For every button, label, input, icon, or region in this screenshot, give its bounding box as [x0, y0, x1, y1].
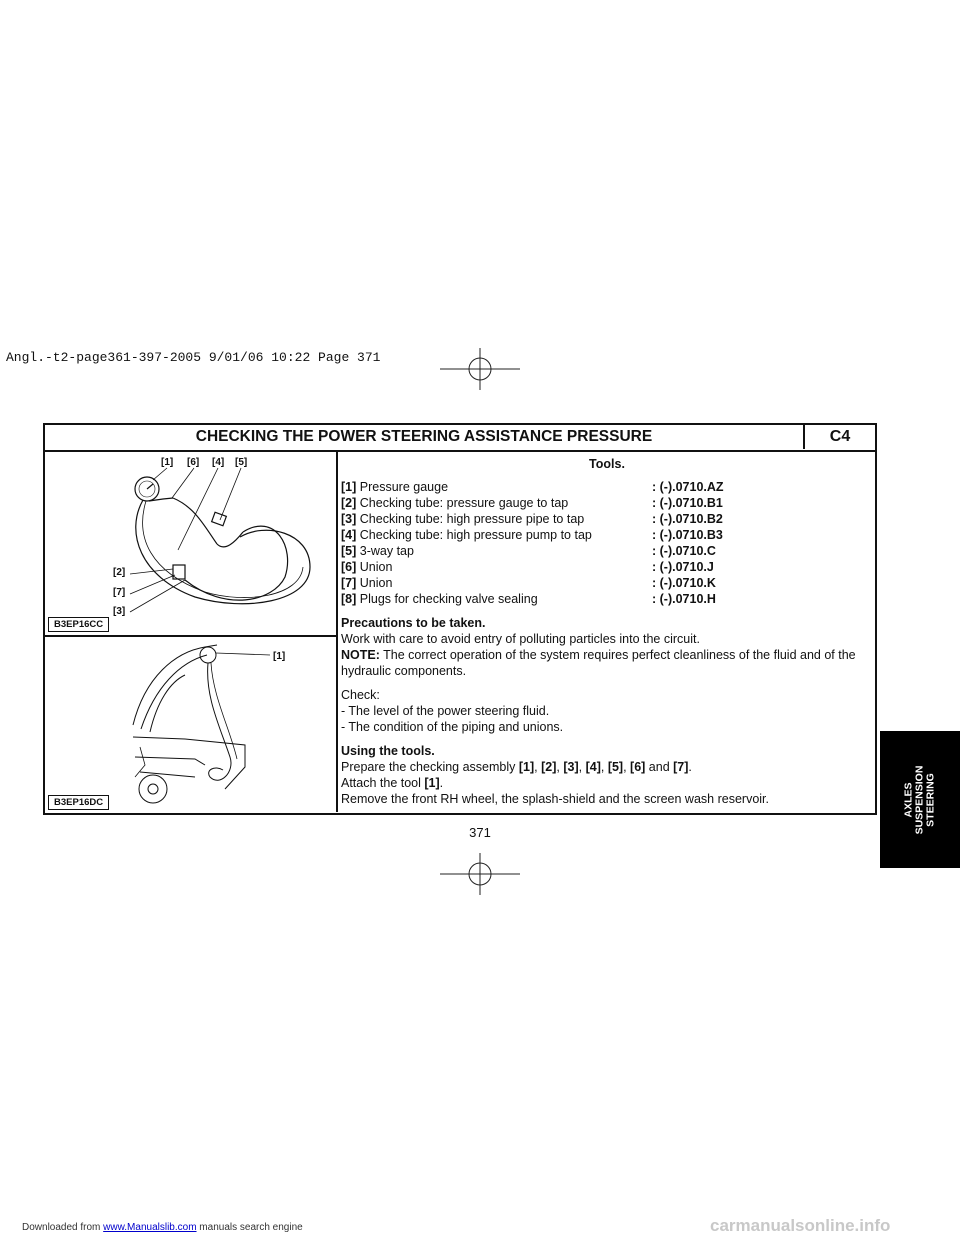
period: . — [439, 776, 444, 790]
callout-1-vehicle: [1] — [273, 651, 286, 662]
tool-row — [341, 575, 873, 591]
print-slug-line: Angl.-t2-page361-397-2005 9/01/06 10:22 Page 371 — [6, 350, 381, 365]
figure-vehicle-connection — [45, 637, 336, 813]
callout-4: [4] — [212, 457, 225, 468]
tool-desc: Checking tube: high pressure pipe to tap — [359, 512, 585, 526]
tool-row — [341, 495, 873, 511]
callout-3: [3] — [113, 606, 126, 617]
tool-part-number: : (-).0710.B2 — [652, 512, 723, 526]
tool-part-number: : (-).0710.K — [652, 576, 716, 590]
tab-line: SUSPENSION — [913, 765, 926, 835]
callout-1: [1] — [161, 457, 174, 468]
section-code: C4 — [829, 428, 851, 445]
attach-line — [341, 775, 873, 791]
ref: [3] — [563, 760, 579, 774]
attach-text: Attach the tool — [341, 776, 425, 790]
prepare-text: Prepare the checking assembly — [341, 760, 519, 774]
tool-part-number: : (-).0710.J — [652, 560, 714, 574]
top-registration-mark — [440, 348, 520, 390]
gauge-on-vehicle-drawing — [200, 647, 216, 663]
tool-part-number: : (-).0710.B3 — [652, 528, 723, 542]
tool-row — [341, 511, 873, 527]
tool-ref: [7] — [341, 576, 357, 590]
check-heading: Check: — [341, 688, 380, 702]
tool-part-number: : (-).0710.H — [652, 592, 716, 606]
tool-row — [341, 527, 873, 543]
tool-list — [341, 479, 873, 607]
manualslib-link[interactable]: www.Manualslib.com — [103, 1222, 197, 1233]
figure-label: B3EP16CC — [48, 617, 109, 632]
tool-desc: Checking tube: pressure gauge to tap — [359, 496, 569, 510]
figure-tool-kit — [45, 452, 336, 637]
tool-ref: [5] — [341, 544, 357, 558]
note-label: NOTE: — [341, 648, 380, 662]
tool-desc: Checking tube: high pressure pump to tap — [359, 528, 592, 542]
watermark: carmanualsonline.info — [710, 1216, 891, 1235]
bottom-registration-mark — [440, 853, 520, 895]
ref: [1] — [518, 760, 535, 774]
sep: , — [623, 760, 631, 774]
figure-label: B3EP16DC — [48, 795, 109, 810]
wheel-hub-drawing — [139, 775, 167, 803]
page-number: 371 — [469, 825, 491, 840]
section-header — [45, 425, 875, 452]
and-word: and — [645, 760, 674, 774]
remove-line: Remove the front RH wheel, the splash-shield and the screen wash reservoir. — [341, 792, 769, 806]
tab-line: AXLES — [902, 782, 915, 818]
tool-row — [341, 543, 873, 559]
tool-ref: [3] — [341, 512, 357, 526]
tab-line: STEERING — [924, 773, 937, 827]
tool-desc: Union — [359, 560, 393, 574]
download-footer — [22, 1222, 303, 1233]
callout-5: [5] — [235, 457, 248, 468]
callout-2: [2] — [113, 567, 126, 578]
ref: [2] — [541, 760, 557, 774]
tool-desc: Plugs for checking valve sealing — [359, 592, 538, 606]
tool-row — [341, 591, 873, 607]
tool-ref: [1] — [341, 480, 357, 494]
sep: , — [600, 760, 608, 774]
tool-desc: 3-way tap — [359, 544, 414, 558]
procedure-text — [341, 456, 873, 807]
precautions-section — [341, 615, 873, 679]
sep: , — [556, 760, 564, 774]
tool-ref: [6] — [341, 560, 357, 574]
tool-part-number: : (-).0710.C — [652, 544, 716, 558]
check-section — [341, 687, 873, 735]
using-heading: Using the tools. — [341, 744, 435, 758]
tool-kit-illustration — [45, 452, 336, 635]
using-section — [341, 743, 873, 807]
note-paragraph — [341, 647, 873, 679]
prepare-line — [341, 759, 873, 775]
tool-part-number: : (-).0710.AZ — [652, 480, 724, 494]
note-text: The correct operation of the system requires perfect cleanliness of the fluid and of the hydraulic components. — [341, 648, 856, 678]
callout-7: [7] — [113, 587, 126, 598]
ref: [7] — [673, 760, 689, 774]
figure-column — [45, 452, 338, 812]
period: . — [688, 760, 692, 774]
tool-desc: Union — [359, 576, 393, 590]
callout-6: [6] — [187, 457, 200, 468]
tool-desc: Pressure gauge — [359, 480, 449, 494]
tool-ref: [8] — [341, 592, 357, 606]
precautions-text: Work with care to avoid entry of polluting particles into the circuit. — [341, 632, 700, 646]
ref: [6] — [630, 760, 646, 774]
chapter-tab-label — [904, 766, 937, 835]
tool-row — [341, 479, 873, 495]
vehicle-connection-illustration — [45, 637, 336, 813]
tool-ref: [2] — [341, 496, 357, 510]
tools-heading: Tools. — [589, 457, 625, 471]
section-title: CHECKING THE POWER STEERING ASSISTANCE PRESSURE — [45, 425, 805, 449]
chapter-side-tab — [880, 731, 960, 868]
check-item: - The condition of the piping and unions. — [341, 720, 564, 734]
precautions-heading: Precautions to be taken. — [341, 616, 486, 630]
procedure-frame — [43, 423, 877, 815]
tool-ref: [4] — [341, 528, 357, 542]
three-way-tap-drawing — [212, 512, 227, 526]
sep: , — [578, 760, 586, 774]
check-item: - The level of the power steering fluid. — [341, 704, 550, 718]
tool-row — [341, 559, 873, 575]
ref: [1] — [424, 776, 440, 790]
ref: [5] — [607, 760, 624, 774]
footer-prefix: Downloaded from — [22, 1222, 104, 1233]
ref: [4] — [585, 760, 601, 774]
tool-part-number: : (-).0710.B1 — [652, 496, 723, 510]
footer-suffix: manuals search engine — [196, 1222, 303, 1233]
sep: , — [534, 760, 542, 774]
